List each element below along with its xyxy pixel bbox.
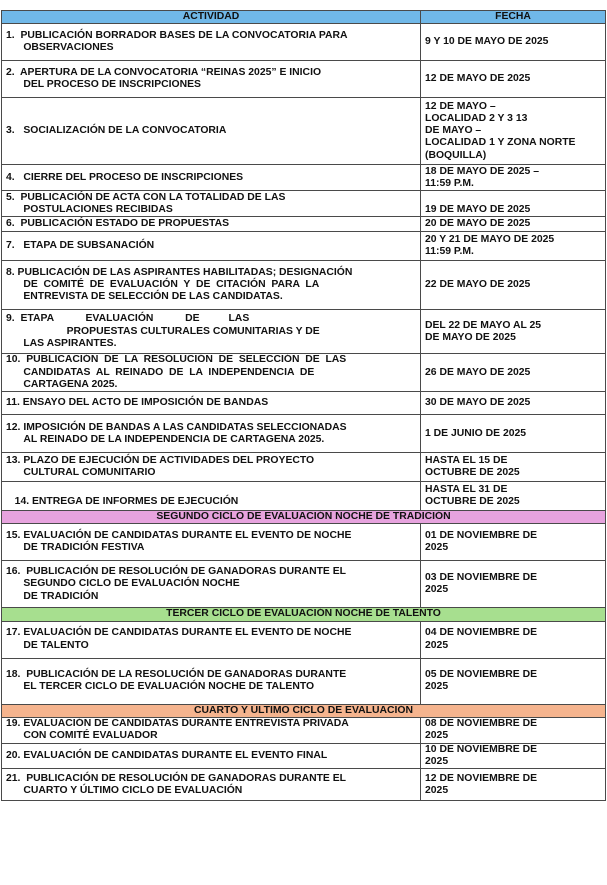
table-row	[2, 769, 606, 801]
schedule-table	[1, 10, 606, 801]
date-cell: 1 DE JUNIO DE 2025	[421, 415, 606, 453]
schedule-rows	[2, 24, 606, 801]
table-row	[2, 482, 606, 511]
date-cell: HASTA EL 15 DE OCTUBRE DE 2025	[421, 453, 606, 482]
activity-cell: 17. EVALUACIÓN DE CANDIDATAS DURANTE EL EVENTO DE NOCHE DE TALENTO	[2, 621, 421, 658]
table-row	[2, 743, 606, 768]
activity-cell: 3. SOCIALIZACIÓN DE LA CONVOCATORIA	[2, 98, 421, 165]
table-row	[2, 61, 606, 98]
date-cell: 20 Y 21 DE MAYO DE 2025 11:59 P.M.	[421, 232, 606, 261]
date-cell: 08 DE NOVIEMBRE DE 2025	[421, 717, 606, 743]
date-cell: 26 DE MAYO DE 2025	[421, 354, 606, 392]
activity-cell: 14. ENTREGA DE INFORMES DE EJECUCIÓN	[2, 482, 421, 511]
activity-cell: 20. EVALUACIÓN DE CANDIDATAS DURANTE EL EVENTO FINAL	[2, 743, 421, 768]
activity-cell: 4. CIERRE DEL PROCESO DE INSCRIPCIONES	[2, 165, 421, 191]
activity-cell: 1. PUBLICACIÓN BORRADOR BASES DE LA CONVOCATORIA PARA OBSERVACIONES	[2, 24, 421, 61]
date-cell: 30 DE MAYO DE 2025	[421, 392, 606, 415]
header-row	[2, 11, 606, 24]
activity-cell: 12. IMPOSICIÓN DE BANDAS A LAS CANDIDATAS SELECCIONADAS AL REINADO DE LA INDEPENDENCIA DE CARTAGENA 2025.	[2, 415, 421, 453]
activity-cell: 13. PLAZO DE EJECUCIÓN DE ACTIVIDADES DEL PROYECTO CULTURAL COMUNITARIO	[2, 453, 421, 482]
table-row	[2, 561, 606, 608]
activity-cell: 11. ENSAYO DEL ACTO DE IMPOSICIÓN DE BANDAS	[2, 392, 421, 415]
table-row	[2, 621, 606, 658]
date-cell: 03 DE NOVIEMBRE DE 2025	[421, 561, 606, 608]
table-row	[2, 98, 606, 165]
table-row	[2, 524, 606, 561]
section-header-row	[2, 608, 606, 621]
activity-cell: 5. PUBLICACIÓN DE ACTA CON LA TOTALIDAD DE LAS POSTULACIONES RECIBIDAS	[2, 191, 421, 217]
date-cell: DEL 22 DE MAYO AL 25 DE MAYO DE 2025	[421, 310, 606, 354]
date-cell: HASTA EL 31 DE OCTUBRE DE 2025	[421, 482, 606, 511]
section-header-row	[2, 704, 606, 717]
table-row	[2, 217, 606, 232]
table-row	[2, 453, 606, 482]
table-row	[2, 232, 606, 261]
section-title: CUARTO Y ÚLTIMO CICLO DE EVALUACIÓN	[2, 704, 606, 717]
date-cell: 12 DE MAYO DE 2025	[421, 61, 606, 98]
date-cell: 01 DE NOVIEMBRE DE 2025	[421, 524, 606, 561]
table-row	[2, 261, 606, 310]
date-cell: 05 DE NOVIEMBRE DE 2025	[421, 658, 606, 704]
activity-cell: 2. APERTURA DE LA CONVOCATORIA “REINAS 2025” E INICIO DEL PROCESO DE INSCRIPCIONES	[2, 61, 421, 98]
date-cell: 04 DE NOVIEMBRE DE 2025	[421, 621, 606, 658]
table-row	[2, 717, 606, 743]
activity-cell: 18. PUBLICACIÓN DE LA RESOLUCIÓN DE GANADORAS DURANTE EL TERCER CICLO DE EVALUACIÓN NOCHE DE TALENTO	[2, 658, 421, 704]
date-cell: 12 DE MAYO – LOCALIDAD 2 Y 3 13 DE MAYO – LOCALIDAD 1 Y ZONA NORTE (BOQUILLA)	[421, 98, 606, 165]
activity-cell: 6. PUBLICACIÓN ESTADO DE PROPUESTAS	[2, 217, 421, 232]
date-cell: 9 Y 10 DE MAYO DE 2025	[421, 24, 606, 61]
table-row	[2, 392, 606, 415]
table-row	[2, 24, 606, 61]
activity-cell: 7. ETAPA DE SUBSANACIÓN	[2, 232, 421, 261]
activity-cell: 21. PUBLICACIÓN DE RESOLUCIÓN DE GANADORAS DURANTE EL CUARTO Y ÚLTIMO CICLO DE EVALUACIÓN	[2, 769, 421, 801]
date-cell: 22 DE MAYO DE 2025	[421, 261, 606, 310]
activity-cell: 10. PUBLICACIÓN DE LA RESOLUCIÓN DE SELECCIÓN DE LAS CANDIDATAS AL REINADO DE LA INDEPENDENCIA DE CARTAGENA 2025.	[2, 354, 421, 392]
section-title: TERCER CICLO DE EVALUACIÓN NOCHE DE TALENTO	[2, 608, 606, 621]
activity-cell: 15. EVALUACIÓN DE CANDIDATAS DURANTE EL EVENTO DE NOCHE DE TRADICIÓN FESTIVA	[2, 524, 421, 561]
date-cell: 10 DE NOVIEMBRE DE 2025	[421, 743, 606, 768]
table-row	[2, 415, 606, 453]
activity-cell: 9. ETAPA EVALUACIÓN DE LAS PROPUESTAS CULTURALES COMUNITARIAS Y DE LAS ASPIRANTES.	[2, 310, 421, 354]
table-row	[2, 658, 606, 704]
section-header-row	[2, 511, 606, 524]
date-cell: 12 DE NOVIEMBRE DE 2025	[421, 769, 606, 801]
date-cell: 19 DE MAYO DE 2025	[421, 191, 606, 217]
table-row	[2, 354, 606, 392]
date-column-header: FECHA	[421, 11, 606, 24]
activity-cell: 19. EVALUACIÓN DE CANDIDATAS DURANTE ENTREVISTA PRIVADA CON COMITÉ EVALUADOR	[2, 717, 421, 743]
activity-cell: 16. PUBLICACIÓN DE RESOLUCIÓN DE GANADORAS DURANTE EL SEGUNDO CICLO DE EVALUACIÓN NOCHE DE TRADICIÓN	[2, 561, 421, 608]
table-row	[2, 191, 606, 217]
section-title: SEGUNDO CICLO DE EVALUACIÓN NOCHE DE TRADICIÓN	[2, 511, 606, 524]
table-row	[2, 165, 606, 191]
activity-column-header: ACTIVIDAD	[2, 11, 421, 24]
activity-cell: 8. PUBLICACIÓN DE LAS ASPIRANTES HABILITADAS; DESIGNACIÓN DE COMITÉ DE EVALUACIÓN Y DE CITACIÓN PARA LA ENTREVISTA DE SELECCIÓN DE LAS CANDIDATAS.	[2, 261, 421, 310]
date-cell: 20 DE MAYO DE 2025	[421, 217, 606, 232]
date-cell: 18 DE MAYO DE 2025 – 11:59 P.M.	[421, 165, 606, 191]
table-row	[2, 310, 606, 354]
